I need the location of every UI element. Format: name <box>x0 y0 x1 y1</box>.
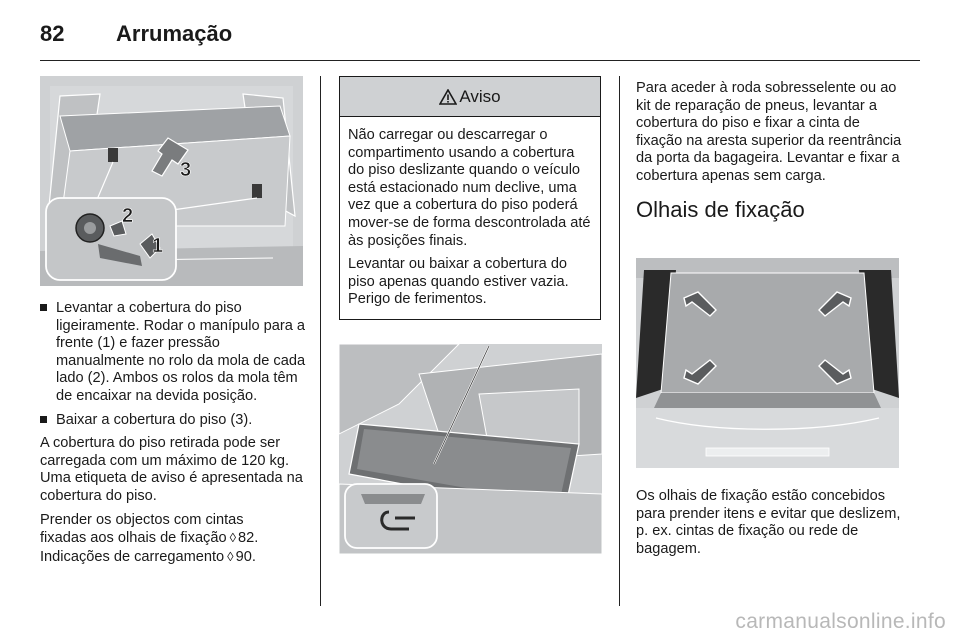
right-column-text <box>636 80 902 238</box>
page-ref-link-82[interactable]: 82. <box>238 530 259 547</box>
warning-title: Aviso <box>459 86 501 106</box>
warning-header <box>340 77 600 117</box>
securing-text-line-1: Prender os objectos com cintas <box>40 511 244 528</box>
warning-text: Levantar ou baixar a cobertura do piso apenas quando estiver vazia. Perigo de ferimentos. <box>348 256 569 308</box>
page-header <box>40 14 232 54</box>
warning-text: Não carregar ou descarregar o compartimento usando a cobertura do piso deslizante quando o veículo está estacionado num declive, uma vez que a cobertura do piso poderá mover-se de forma descontrolada até às posições finais. <box>348 127 591 249</box>
securing-text-line-3: Indicações de carregamento <box>40 548 225 565</box>
spare-wheel-paragraph: Para aceder à roda sobresselente ou ao kit de reparação de pneus, levantar a cobertura do piso e fixar a cinta de fixação na aresta superior da reentrância da porta da bagageira. Levantar e fixar a cobertura apenas sem carga. <box>636 80 902 184</box>
page-number: 82 <box>40 21 65 46</box>
securing-text-line-2: fixadas aos olhais de fixação <box>40 530 227 547</box>
cover-strap-svg <box>339 344 602 554</box>
figure-callout-3: 3 <box>180 159 192 181</box>
figure-callout-2: 2 <box>122 205 134 227</box>
warning-box <box>339 76 601 320</box>
warning-body <box>340 117 600 319</box>
cross-reference-icon: ◊ <box>227 548 234 564</box>
lashing-eyes-illustration <box>636 258 899 468</box>
lashing-eyes-svg <box>636 258 899 468</box>
bullet-square-icon <box>40 304 47 311</box>
instruction-text: Baixar a cobertura do piso (3). <box>56 411 253 428</box>
column-divider-right <box>619 76 620 606</box>
cross-reference-icon: ◊ <box>229 530 237 546</box>
section-heading-lashing-eyes: Olhais de fixação <box>636 196 805 222</box>
instruction-item <box>40 300 306 406</box>
securing-objects-paragraph <box>40 512 306 567</box>
load-capacity-paragraph: A cobertura do piso retirada pode ser carregada com um máximo de 120 kg. Uma etiqueta de aviso é apresentada na cobertura do piso. <box>40 435 303 504</box>
floor-cover-illustration <box>40 76 303 286</box>
page-title: Arrumação <box>116 21 233 46</box>
right-column-lower-text <box>636 488 902 564</box>
bullet-square-icon <box>40 416 47 423</box>
header-rule <box>40 60 920 61</box>
column-divider-left <box>320 76 321 606</box>
instruction-text: Levantar a cobertura do piso ligeiramente. Rodar o manípulo para a frente (1) e fazer pressão manualmente no rolo da mola de cada lado (2). Ambos os rolos da mola têm de encaixar na devida posição. <box>56 300 306 404</box>
cover-strap-illustration <box>339 344 602 554</box>
lashing-eyes-paragraph: Os olhais de fixação estão concebidos para prender itens e evitar que deslizem, p. ex. cintas de fixação ou rede de bagagem. <box>636 488 901 557</box>
instruction-list <box>40 300 306 429</box>
warning-triangle-icon <box>439 89 457 105</box>
floor-cover-svg <box>40 76 303 286</box>
watermark: carmanualsonline.info <box>735 610 946 633</box>
figure-callout-1: 1 <box>152 235 164 257</box>
left-column-text <box>40 300 306 572</box>
page-ref-link-90[interactable]: 90. <box>235 548 256 565</box>
instruction-item <box>40 412 306 430</box>
